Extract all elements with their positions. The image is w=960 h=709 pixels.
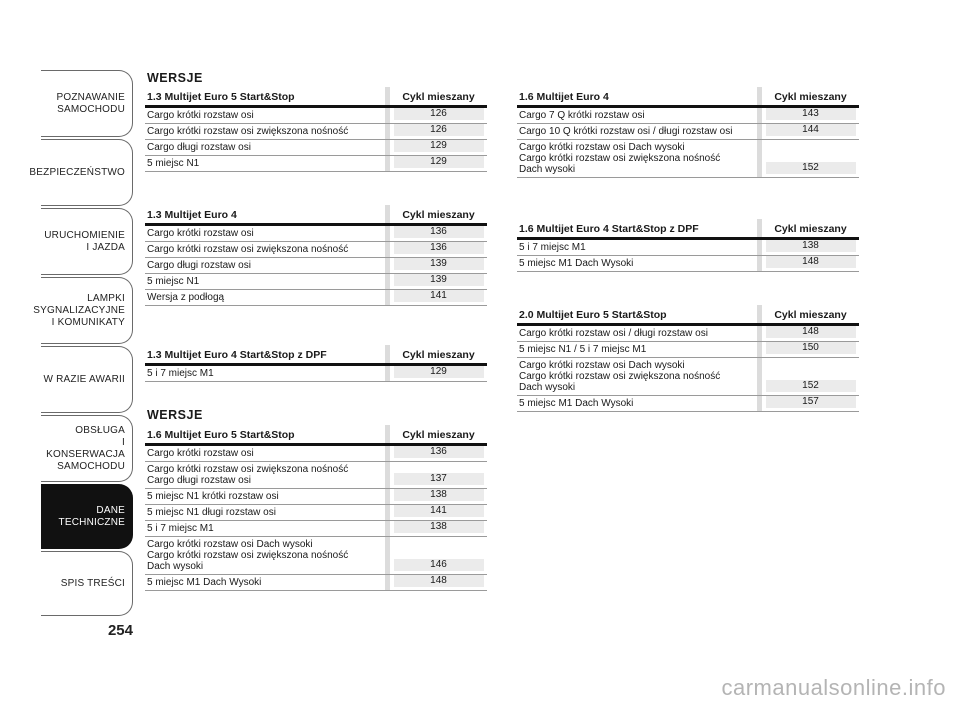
table-1-3-multijet-euro5-ss: [145, 87, 487, 172]
table-row: [517, 342, 859, 358]
table-row: [145, 226, 487, 242]
page-number: 254: [107, 622, 133, 639]
row-label: Cargo 7 Q krótki rozstaw osi: [519, 110, 645, 121]
section-heading-wersje: WERSJE: [147, 71, 203, 85]
tab-bezpieczenstwo[interactable]: [29, 139, 133, 206]
table-row: [145, 505, 487, 521]
table-row: [517, 256, 859, 272]
tab-label: POZNAWANIE SAMOCHODU: [56, 91, 125, 115]
row-value: 126: [394, 124, 484, 136]
tab-label: BEZPIECZEŃSTWO: [29, 166, 125, 178]
value-cell: [385, 242, 487, 257]
row-label: Cargo długi rozstaw osi: [147, 260, 251, 271]
column-header: Cykl mieszany: [385, 425, 487, 443]
table-row: [145, 124, 487, 140]
row-label: 5 miejsc N1 długi rozstaw osi: [147, 507, 276, 518]
row-label: Cargo krótki rozstaw osi Dach wysoki Cargo krótki rozstaw osi zwiększona nośność Dach wysoki: [519, 142, 721, 175]
row-label: 5 miejsc N1: [147, 158, 200, 169]
table-header: [517, 87, 859, 108]
row-value: 146: [394, 559, 484, 571]
row-value: 136: [394, 242, 484, 254]
row-label: 5 i 7 miejsc M1: [147, 368, 214, 379]
table-header: [145, 87, 487, 108]
row-value: 138: [766, 240, 856, 252]
value-cell: [757, 240, 859, 255]
table-row: [517, 358, 859, 396]
row-value: 126: [394, 108, 484, 120]
table-row: [145, 290, 487, 306]
table-title: 1.6 Multijet Euro 5 Start&Stop: [147, 429, 295, 441]
row-label: Cargo krótki rozstaw osi Dach wysoki Cargo krótki rozstaw osi zwiększona nośność Dach wysoki: [147, 539, 349, 572]
table-header: [517, 219, 859, 240]
row-value: 148: [766, 326, 856, 338]
row-value: 152: [766, 162, 856, 174]
value-cell: [385, 124, 487, 139]
table-row: [145, 521, 487, 537]
tab-label: LAMPKI SYGNALIZACYJNE I KOMUNIKATY: [33, 292, 125, 328]
tab-w-razie-awarii[interactable]: [41, 346, 133, 413]
row-value: 144: [766, 124, 856, 136]
row-label: 5 miejsc N1: [147, 276, 200, 287]
column-header: Cykl mieszany: [385, 345, 487, 363]
row-label: 5 i 7 miejsc M1: [519, 242, 586, 253]
tab-label: DANE TECHNICZNE: [58, 504, 125, 528]
row-value: 148: [394, 575, 484, 587]
row-value: 157: [766, 396, 856, 408]
table-row: [145, 140, 487, 156]
value-cell: [757, 396, 859, 411]
table-title: 2.0 Multijet Euro 5 Start&Stop: [519, 309, 667, 321]
table-header: [145, 345, 487, 366]
row-value: 137: [394, 473, 484, 485]
column-header: Cykl mieszany: [757, 219, 859, 237]
tab-label: URUCHOMIENIE I JAZDA: [44, 229, 125, 253]
value-cell: [385, 489, 487, 504]
row-label: Cargo krótki rozstaw osi zwiększona nośność: [147, 244, 349, 255]
value-cell: [385, 290, 487, 305]
tab-label: W RAZIE AWARII: [43, 373, 125, 385]
table-row: [145, 446, 487, 462]
tab-obsluga-i-konserwacja[interactable]: [41, 415, 133, 482]
table-row: [145, 242, 487, 258]
row-label: Cargo krótki rozstaw osi Dach wysoki Cargo krótki rozstaw osi zwiększona nośność Dach wysoki: [519, 360, 721, 393]
table-row: [145, 274, 487, 290]
column-header: Cykl mieszany: [385, 205, 487, 223]
row-value: 129: [394, 366, 484, 378]
column-header: Cykl mieszany: [757, 87, 859, 105]
value-cell: [385, 140, 487, 155]
tab-uruchomienie-i-jazda[interactable]: [41, 208, 133, 275]
row-label: Cargo 10 Q krótki rozstaw osi / długi rozstaw osi: [519, 126, 733, 137]
value-cell: [385, 521, 487, 536]
row-value: 138: [394, 521, 484, 533]
value-cell: [385, 366, 487, 381]
row-value: 150: [766, 342, 856, 354]
table-row: [517, 396, 859, 412]
row-value: 143: [766, 108, 856, 120]
table-2-0-multijet-euro5-ss: [517, 305, 859, 412]
row-label: Cargo krótki rozstaw osi / długi rozstaw osi: [519, 328, 708, 339]
row-label: Cargo krótki rozstaw osi: [147, 228, 254, 239]
table-row: [517, 240, 859, 256]
row-label: Cargo krótki rozstaw osi zwiększona nośność Cargo długi rozstaw osi: [147, 464, 349, 486]
tab-label: OBSŁUGA I KONSERWACJA SAMOCHODU: [46, 424, 125, 472]
column-header: Cykl mieszany: [757, 305, 859, 323]
value-cell: [757, 342, 859, 357]
row-label: Cargo krótki rozstaw osi zwiększona nośność: [147, 126, 349, 137]
table-1-3-multijet-euro4: [145, 205, 487, 306]
row-value: 139: [394, 274, 484, 286]
row-value: 141: [394, 505, 484, 517]
tab-dane-techniczne[interactable]: [41, 484, 133, 549]
value-cell: [757, 358, 859, 395]
tab-label: SPIS TREŚCI: [60, 577, 125, 589]
table-row: [145, 462, 487, 489]
value-cell: [757, 256, 859, 271]
table-row: [145, 366, 487, 382]
value-cell: [757, 140, 859, 177]
value-cell: [757, 108, 859, 123]
table-header: [517, 305, 859, 326]
table-row: [517, 140, 859, 178]
value-cell: [385, 108, 487, 123]
tab-spis-tresci[interactable]: [41, 551, 133, 616]
row-label: Cargo krótki rozstaw osi: [147, 110, 254, 121]
row-value: 141: [394, 290, 484, 302]
table-title: 1.3 Multijet Euro 4 Start&Stop z DPF: [147, 349, 327, 361]
table-row: [517, 108, 859, 124]
watermark: carmanualsonline.info: [721, 675, 946, 700]
row-label: Wersja z podłogą: [147, 292, 225, 303]
row-label: 5 i 7 miejsc M1: [147, 523, 214, 534]
value-cell: [385, 258, 487, 273]
table-row: [517, 124, 859, 140]
table-row: [145, 108, 487, 124]
value-cell: [757, 326, 859, 341]
row-label: 5 miejsc M1 Dach Wysoki: [519, 398, 634, 409]
table-title: 1.3 Multijet Euro 5 Start&Stop: [147, 91, 295, 103]
value-cell: [385, 274, 487, 289]
table-row: [145, 575, 487, 591]
table-title: 1.6 Multijet Euro 4: [519, 91, 609, 103]
value-cell: [385, 462, 487, 488]
row-value: 136: [394, 226, 484, 238]
row-value: 138: [394, 489, 484, 501]
table-1-6-multijet-euro4: [517, 87, 859, 178]
table-1-3-multijet-euro4-ss-dpf: [145, 345, 487, 382]
table-1-6-multijet-euro4-ss-dpf: [517, 219, 859, 272]
table-row: [145, 156, 487, 172]
table-row: [145, 489, 487, 505]
row-label: Cargo długi rozstaw osi: [147, 142, 251, 153]
row-value: 129: [394, 156, 484, 168]
table-row: [145, 258, 487, 274]
row-value: 136: [394, 446, 484, 458]
value-cell: [757, 124, 859, 139]
column-header: Cykl mieszany: [385, 87, 487, 105]
row-value: 139: [394, 258, 484, 270]
row-value: 129: [394, 140, 484, 152]
table-1-6-multijet-euro5-ss: [145, 425, 487, 591]
value-cell: [385, 446, 487, 461]
row-label: 5 miejsc N1 krótki rozstaw osi: [147, 491, 279, 502]
table-row: [145, 537, 487, 575]
table-header: [145, 425, 487, 446]
table-header: [145, 205, 487, 226]
row-label: 5 miejsc N1 / 5 i 7 miejsc M1: [519, 344, 647, 355]
tab-poznawanie-samochodu[interactable]: [41, 70, 133, 137]
value-cell: [385, 575, 487, 590]
row-value: 148: [766, 256, 856, 268]
value-cell: [385, 537, 487, 574]
table-title: 1.3 Multijet Euro 4: [147, 209, 237, 221]
row-label: 5 miejsc M1 Dach Wysoki: [519, 258, 634, 269]
section-heading-wersje: WERSJE: [147, 408, 203, 422]
tab-lampki-sygnalizacyjne[interactable]: [33, 277, 133, 344]
row-label: Cargo krótki rozstaw osi: [147, 448, 254, 459]
table-row: [517, 326, 859, 342]
value-cell: [385, 226, 487, 241]
table-title: 1.6 Multijet Euro 4 Start&Stop z DPF: [519, 223, 699, 235]
value-cell: [385, 505, 487, 520]
row-label: 5 miejsc M1 Dach Wysoki: [147, 577, 262, 588]
row-value: 152: [766, 380, 856, 392]
value-cell: [385, 156, 487, 171]
